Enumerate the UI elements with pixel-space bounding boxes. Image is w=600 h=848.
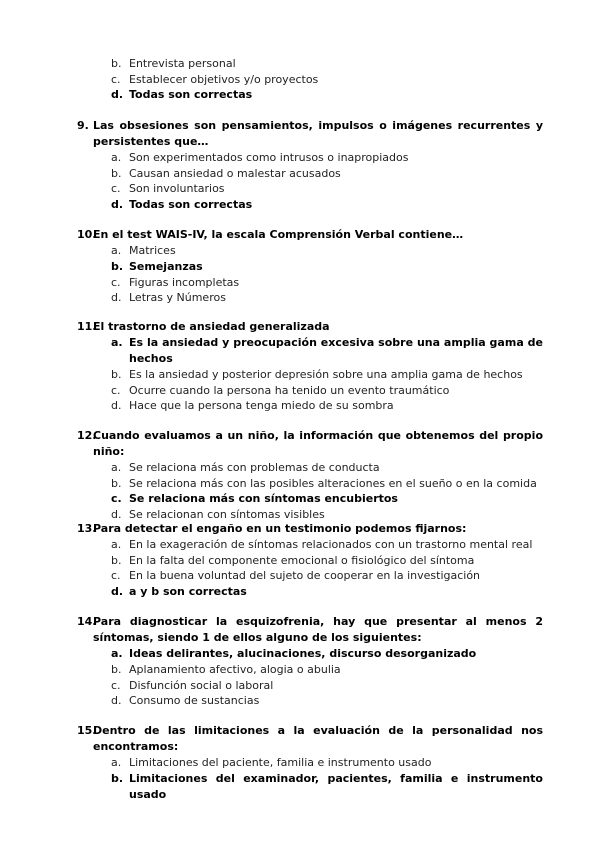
question-stem	[77, 118, 543, 150]
option-item	[111, 476, 543, 492]
option-letter: d.	[111, 399, 122, 413]
question-number: 15.	[77, 724, 97, 737]
option-text: Limitaciones del paciente, familia e instrumento usado	[129, 756, 432, 769]
option-letter: a.	[111, 151, 122, 164]
option-letter: a.	[111, 756, 122, 769]
option-item-correct	[111, 491, 543, 507]
option-letter: d.	[111, 584, 124, 598]
option-letter: b.	[111, 553, 122, 567]
option-text: Es la ansiedad y preocupación excesiva sobre una amplia gama de hechos	[129, 336, 543, 365]
option-item	[111, 460, 543, 476]
option-text: Figuras incompletas	[129, 275, 240, 289]
option-item	[111, 72, 543, 88]
question-text: Las obsesiones son pensamientos, impulsos o imágenes recurrentes y persistentes que…	[93, 119, 543, 148]
question-10	[0, 227, 600, 306]
option-text: a y b son correctas	[129, 584, 247, 598]
question-text: Cuando evaluamos a un niño, la información que obtenemos del propio niño:	[93, 429, 543, 458]
option-text: Entrevista personal	[129, 57, 236, 70]
option-letter: d.	[111, 197, 124, 211]
option-item	[111, 678, 543, 694]
option-letter: b.	[111, 166, 122, 180]
option-item-correct	[111, 335, 543, 367]
option-item	[111, 367, 543, 383]
option-item-correct	[111, 197, 543, 213]
question-text: En el test WAIS-IV, la escala Comprensión Verbal contiene…	[93, 228, 464, 241]
option-item	[111, 56, 543, 72]
option-text: Se relaciona más con síntomas encubiertos	[129, 492, 398, 506]
option-letter: d.	[111, 694, 122, 708]
question-continuation	[0, 56, 600, 103]
question-13	[0, 521, 600, 600]
question-text: Para detectar el engaño en un testimonio podemos fijarnos:	[93, 522, 467, 535]
option-letter: b.	[111, 57, 122, 70]
option-letter: c.	[111, 492, 122, 506]
option-text: Aplanamiento afectivo, alogia o abulia	[129, 663, 341, 676]
question-stem	[77, 428, 543, 460]
option-letter: d.	[111, 88, 124, 102]
question-number: 10.	[77, 228, 97, 241]
option-letter: c.	[111, 383, 121, 397]
option-item-correct	[111, 584, 543, 600]
option-letter: a.	[111, 538, 122, 551]
option-item	[111, 398, 543, 414]
option-text: Ideas delirantes, alucinaciones, discurso desorganizado	[129, 647, 477, 660]
option-text: Limitaciones del examinador, pacientes, familia e instrumento usado	[129, 771, 543, 801]
option-letter: c.	[111, 275, 121, 289]
option-text: En la falta del componente emocional o fisiológico del síntoma	[129, 553, 475, 567]
option-letter: c.	[111, 72, 121, 86]
option-item	[111, 662, 543, 678]
question-9	[0, 118, 600, 213]
option-text: Se relaciona más con problemas de conducta	[129, 461, 380, 474]
option-text: Todas son correctas	[129, 197, 253, 211]
option-item	[111, 755, 543, 771]
question-text: El trastorno de ansiedad generalizada	[93, 320, 330, 333]
option-letter: c.	[111, 569, 121, 583]
option-text: Es la ansiedad y posterior depresión sobre una amplia gama de hechos	[129, 368, 523, 381]
option-letter: b.	[111, 368, 122, 381]
option-letter: a.	[111, 244, 122, 257]
option-letter: d.	[111, 291, 122, 305]
option-letter: b.	[111, 771, 124, 785]
question-stem	[77, 227, 543, 243]
question-12	[0, 428, 600, 523]
option-text: Disfunción social o laboral	[129, 678, 274, 692]
option-item	[111, 537, 543, 553]
question-stem	[77, 521, 543, 537]
option-letter: b.	[111, 663, 122, 676]
option-text: Establecer objetivos y/o proyectos	[129, 72, 319, 86]
option-letter: b.	[111, 259, 124, 273]
option-item	[111, 290, 543, 306]
option-item	[111, 693, 543, 709]
option-item	[111, 150, 543, 166]
question-14	[0, 614, 600, 709]
option-text: En la exageración de síntomas relacionados con un trastorno mental real	[129, 538, 533, 551]
option-text: En la buena voluntad del sujeto de cooperar en la investigación	[129, 569, 481, 583]
option-text: Se relacionan con síntomas visibles	[129, 508, 325, 522]
option-letter: b.	[111, 476, 122, 490]
option-letter: a.	[111, 336, 123, 349]
option-text: Se relaciona más con las posibles alteraciones en el sueño o en la comida	[129, 476, 537, 490]
question-11	[0, 319, 600, 414]
option-item	[111, 553, 543, 569]
question-number: 11.	[77, 320, 97, 333]
option-letter: c.	[111, 182, 121, 196]
option-text: Todas son correctas	[129, 88, 253, 102]
question-stem	[77, 723, 543, 755]
option-item	[111, 383, 543, 399]
option-item-correct	[111, 259, 543, 275]
question-number: 13.	[77, 522, 97, 535]
option-item	[111, 275, 543, 291]
question-number: 14.	[77, 615, 97, 628]
option-item	[111, 243, 543, 259]
question-stem	[77, 319, 543, 335]
option-text: Letras y Números	[129, 291, 226, 305]
option-text: Semejanzas	[129, 259, 203, 273]
question-stem	[77, 614, 543, 646]
option-item-correct	[111, 87, 543, 103]
option-item-correct	[111, 646, 543, 662]
question-number: 9.	[77, 119, 89, 132]
option-letter: c.	[111, 678, 121, 692]
option-text: Son experimentados como intrusos o inapropiados	[129, 151, 409, 164]
option-text: Consumo de sustancias	[129, 694, 260, 708]
option-letter: d.	[111, 508, 122, 522]
option-text: Causan ansiedad o malestar acusados	[129, 166, 341, 180]
question-15	[0, 723, 600, 803]
option-text: Matrices	[129, 244, 176, 257]
option-letter: a.	[111, 461, 122, 474]
option-item	[111, 181, 543, 197]
option-item	[111, 568, 543, 584]
option-text: Ocurre cuando la persona ha tenido un evento traumático	[129, 383, 450, 397]
question-number: 12.	[77, 429, 97, 442]
option-text: Son involuntarios	[129, 182, 225, 196]
option-text: Hace que la persona tenga miedo de su sombra	[129, 399, 394, 413]
option-item-correct	[111, 771, 543, 803]
option-letter: a.	[111, 647, 123, 660]
question-text: Dentro de las limitaciones a la evaluación de la personalidad nos encontramos:	[93, 724, 543, 753]
option-item	[111, 166, 543, 182]
question-text: Para diagnosticar la esquizofrenia, hay que presentar al menos 2 síntomas, siendo 1 de ellos alguno de los siguientes:	[93, 615, 543, 644]
